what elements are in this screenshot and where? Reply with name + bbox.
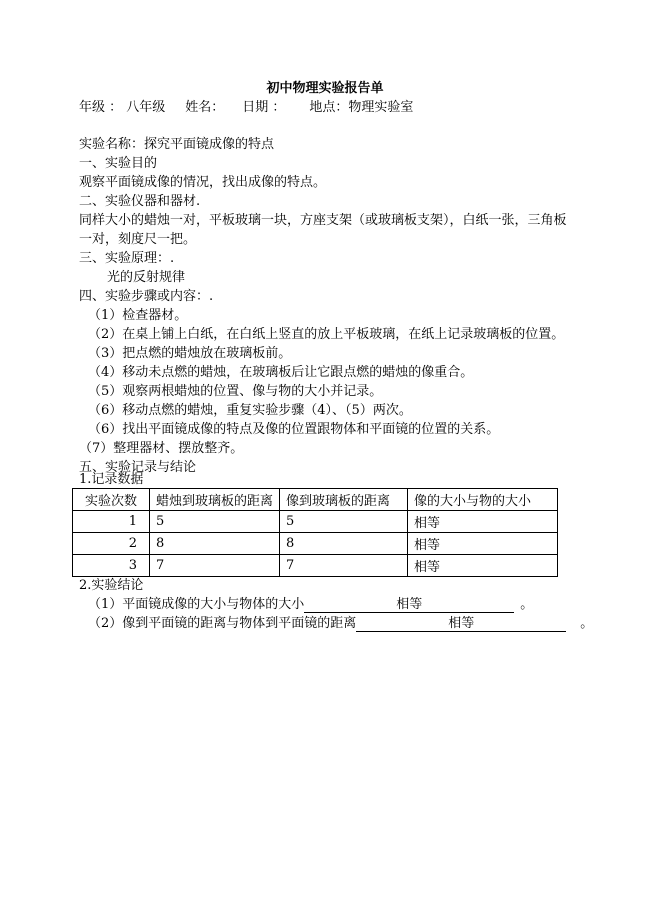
experiment-name: 实验名称：探究平面镜成像的特点 xyxy=(79,137,275,152)
table-header-row xyxy=(73,489,558,511)
step-item: （7）整理器材、摆放整齐。 xyxy=(79,441,244,456)
record-table xyxy=(72,488,558,577)
record-heading: 五、实验记录与结论 xyxy=(79,460,197,475)
step-item: （5）观察两根蜡烛的位置、像与物的大小并记录。 xyxy=(88,384,383,399)
table-cell: 7 xyxy=(150,555,280,577)
record-subheading: 1.记录数据 xyxy=(79,472,144,487)
table-cell: 2 xyxy=(73,533,150,555)
conclusion-answer: 相等 xyxy=(356,615,566,632)
table-header-cell: 实验次数 xyxy=(73,489,150,511)
equipment-heading: 二、实验仪器和器材. xyxy=(79,194,201,209)
conclusion-prefix: （2）像到平面镜的距离与物体到平面镜的距离 xyxy=(88,616,357,631)
principle-text: 光的反射规律 xyxy=(107,270,186,285)
step-item: （6）移动点燃的蜡烛，重复实验步骤（4）、（5）两次。 xyxy=(88,403,412,418)
date-field: 日期 ： xyxy=(242,100,286,115)
table-header-cell: 像到玻璃板的距离 xyxy=(280,489,408,511)
equipment-text: 一对，刻度尺一把。 xyxy=(79,232,197,247)
conclusion-suffix: 。 xyxy=(520,597,534,612)
meta-line xyxy=(79,99,413,117)
conclusion-answer: 相等 xyxy=(304,596,514,613)
step-item: （6）找出平面镜成像的特点及像的位置跟物体和平面镜的位置的关系。 xyxy=(88,422,500,437)
step-item: （1）检查器材。 xyxy=(88,308,188,323)
conclusion-line xyxy=(88,596,533,614)
table-row xyxy=(73,555,558,577)
grade-field: 年级 ： 八年级 xyxy=(79,100,166,115)
conclusion-subheading: 2.实验结论 xyxy=(79,578,144,593)
table-cell: 相等 xyxy=(408,511,558,533)
table-cell: 5 xyxy=(150,511,280,533)
conclusion-suffix: 。 xyxy=(580,616,594,631)
table-cell: 8 xyxy=(150,533,280,555)
place-field: 地点：物理实验室 xyxy=(309,100,414,115)
table-cell: 1 xyxy=(73,511,150,533)
step-item: （4）移动未点燃的蜡烛，在玻璃板后让它跟点燃的蜡烛的像重合。 xyxy=(88,365,474,380)
table-header-cell: 像的大小与物的大小 xyxy=(408,489,558,511)
table-cell: 3 xyxy=(73,555,150,577)
table-cell: 相等 xyxy=(408,533,558,555)
page-title: 初中物理实验报告单 xyxy=(266,81,384,96)
steps-heading: 四、实验步骤或内容：. xyxy=(79,289,214,304)
step-item: （2）在桌上铺上白纸，在白纸上竖直的放上平板玻璃，在纸上记录玻璃板的位置。 xyxy=(88,327,565,342)
principle-heading: 三、实验原理：. xyxy=(79,251,175,266)
purpose-text: 观察平面镜成像的情况，找出成像的特点。 xyxy=(79,175,327,190)
conclusion-prefix: （1）平面镜成像的大小与物体的大小 xyxy=(88,597,305,612)
table-cell: 8 xyxy=(280,533,408,555)
table-cell: 5 xyxy=(280,511,408,533)
table-header-cell: 蜡烛到玻璃板的距离 xyxy=(150,489,280,511)
purpose-heading: 一、实验目的 xyxy=(79,156,158,171)
equipment-text: 同样大小的蜡烛一对，平板玻璃一块，方座支架（或玻璃板支架），白纸一张，三角板 xyxy=(79,213,567,228)
name-field: 姓名： xyxy=(185,100,225,115)
table-cell: 7 xyxy=(280,555,408,577)
table-row xyxy=(73,511,558,533)
step-item: （3）把点燃的蜡烛放在玻璃板前。 xyxy=(88,346,292,361)
conclusion-line xyxy=(88,615,593,633)
table-cell: 相等 xyxy=(408,555,558,577)
table-row xyxy=(73,533,558,555)
